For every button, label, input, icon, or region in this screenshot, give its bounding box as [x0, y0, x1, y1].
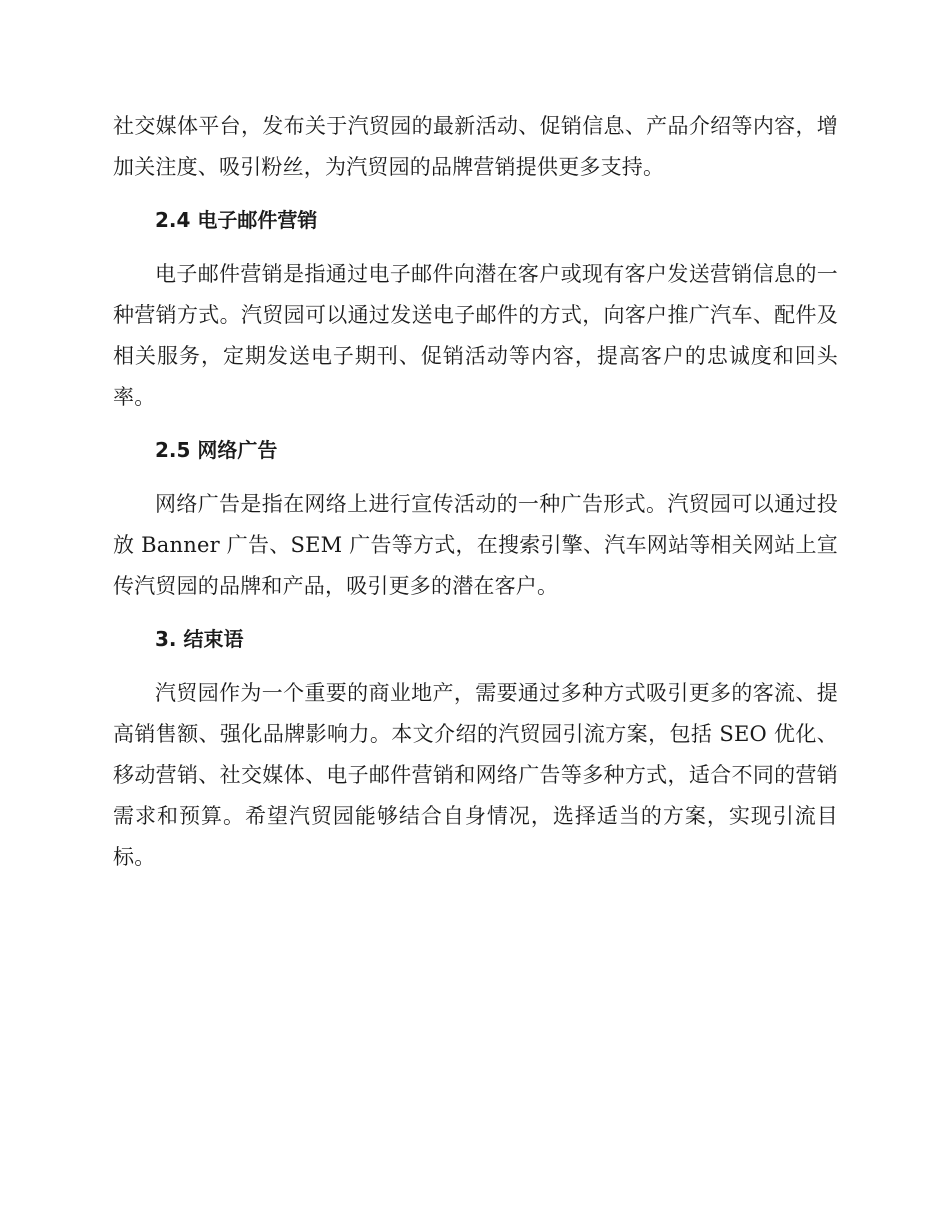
paragraph-social-media-continued: 社交媒体平台，发布关于汽贸园的最新活动、促销信息、产品介绍等内容，增加关注度、吸引粉丝，为汽贸园的品牌营销提供更多支持。	[113, 114, 838, 179]
section-heading-email-marketing: 2.4 电子邮件营销	[155, 208, 318, 232]
section-heading-conclusion: 3. 结束语	[155, 627, 244, 651]
paragraph-online-advertising: 网络广告是指在网络上进行宣传活动的一种广告形式。汽贸园可以通过投放 Banner 广告、SEM 广告等方式，在搜索引擎、汽车网站等相关网站上宣传汽贸园的品牌和产品，吸引更多的潜在客户。	[113, 492, 838, 598]
document-body	[113, 106, 838, 878]
paragraph-conclusion: 汽贸园作为一个重要的商业地产，需要通过多种方式吸引更多的客流、提高销售额、强化品牌影响力。本文介绍的汽贸园引流方案，包括 SEO 优化、移动营销、社交媒体、电子邮件营销和网络广告等多种方式，适合不同的营销需求和预算。希望汽贸园能够结合自身情况，选择适当的方案，实现引流目标。	[113, 681, 838, 869]
section-heading-online-advertising: 2.5 网络广告	[155, 438, 278, 462]
paragraph-email-marketing: 电子邮件营销是指通过电子邮件向潜在客户或现有客户发送营销信息的一种营销方式。汽贸园可以通过发送电子邮件的方式，向客户推广汽车、配件及相关服务，定期发送电子期刊、促销活动等内容，提高客户的忠诚度和回头率。	[113, 262, 838, 409]
